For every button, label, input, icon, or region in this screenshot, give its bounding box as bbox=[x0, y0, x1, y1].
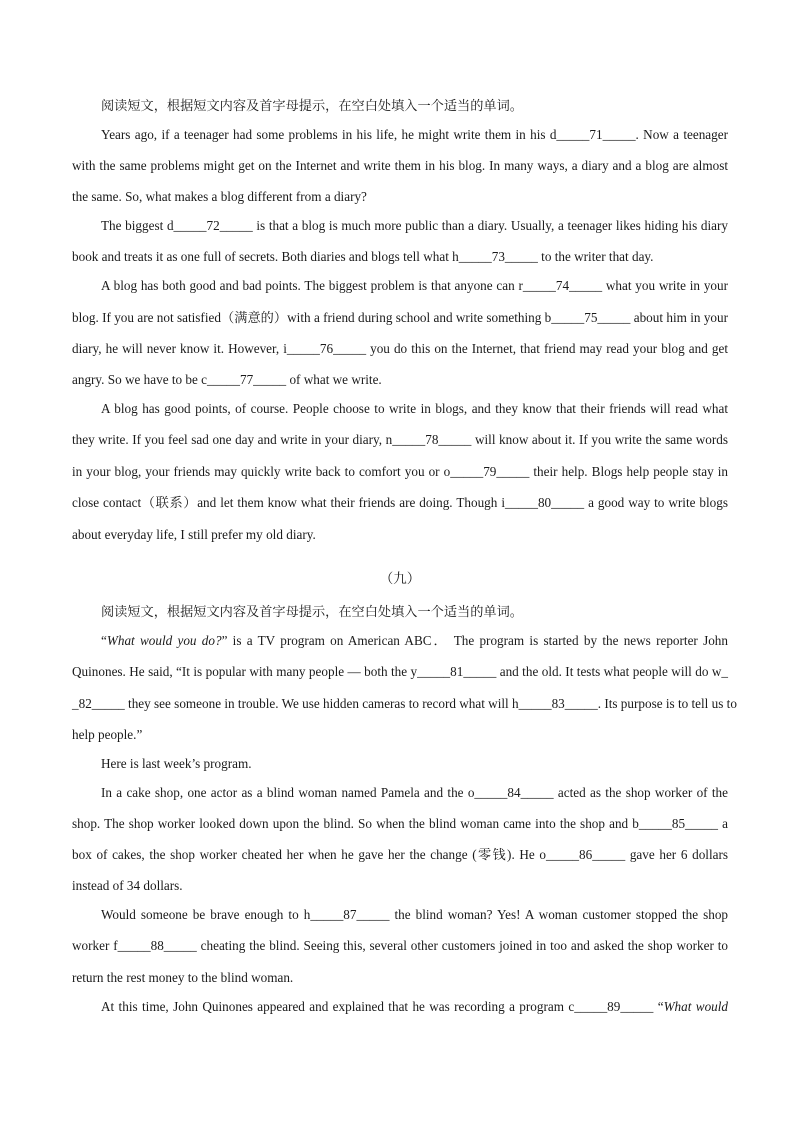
text-line: box of cakes, the shop worker cheated her when he gave her the change (零钱). He o_____86_____ gave her 6 dollars bbox=[72, 847, 728, 862]
text-line: The biggest d_____72_____ is that a blog is much more public than a diary. Usually, a teenager likes hiding his diary bbox=[101, 218, 728, 233]
blank-80[interactable]: _____80_____ bbox=[504, 495, 585, 510]
instruction-text: 阅读短文，根据短文内容及首字母提示，在空白处填入一个适当的单词。 bbox=[101, 604, 523, 619]
section-title: （九） bbox=[379, 571, 421, 586]
blank-77[interactable]: _____77_____ bbox=[207, 372, 287, 387]
blank-83[interactable]: _____83_____ bbox=[518, 696, 598, 711]
text-line: Would someone be brave enough to h_____87_____ the blind woman? Yes! A woman customer stopped the shop bbox=[101, 907, 729, 922]
blank-78[interactable]: _____78_____ bbox=[392, 432, 472, 447]
text-line: return the rest money to the blind woman. bbox=[72, 970, 294, 985]
text-line: In a cake shop, one actor as a blind woman named Pamela and the o_____84_____ acted as the shop worker of the bbox=[101, 785, 728, 800]
blank-74[interactable]: _____74_____ bbox=[522, 278, 603, 293]
text-line: close contact（联系）and let them know what their friends are doing. Though i_____80_____ a good way to write blogs bbox=[72, 495, 728, 510]
text-line: help people.” bbox=[72, 727, 143, 742]
text-line: worker f_____88_____ cheating the blind. Seeing this, several other customers joined in too and asked the shop worker to bbox=[72, 938, 728, 953]
blank-71[interactable]: _____71_____ bbox=[556, 127, 636, 142]
blank-89[interactable]: _____89_____ bbox=[574, 999, 654, 1014]
text-line: instead of 34 dollars. bbox=[72, 878, 183, 893]
blank-72[interactable]: _____72_____ bbox=[173, 218, 253, 233]
blank-79[interactable]: _____79_____ bbox=[450, 464, 530, 479]
blank-75[interactable]: _____75_____ bbox=[551, 310, 631, 325]
text-line: A blog has both good and bad points. The biggest problem is that anyone can r_____74_____ what you write in your bbox=[101, 278, 728, 293]
blank-87[interactable]: _____87_____ bbox=[310, 907, 390, 922]
text-line: Quinones. He said, “It is popular with many people — both the y_____81_____ and the old. It tests what people will do w_ bbox=[72, 664, 728, 679]
text-line: Years ago, if a teenager had some problems in his life, he might write them in his d_____71_____. Now a teenager bbox=[101, 127, 728, 142]
text-line: “What would you do?” is a TV program on American ABC． The program is started by the news reporter John bbox=[101, 633, 728, 648]
blank-73[interactable]: _____73_____ bbox=[458, 249, 538, 264]
blank-76[interactable]: _____76_____ bbox=[286, 341, 367, 356]
text-line: the same. So, what makes a blog different from a diary? bbox=[72, 189, 367, 204]
blank-84[interactable]: _____84_____ bbox=[474, 785, 554, 800]
blank-88[interactable]: _____88_____ bbox=[117, 938, 197, 953]
text-line: angry. So we have to be c_____77_____ of what we write. bbox=[72, 372, 382, 387]
blank-85[interactable]: _____85_____ bbox=[638, 816, 718, 831]
text-line: _82_____ they see someone in trouble. We use hidden cameras to record what will h_____83_____. Its purpose is to tell us to bbox=[72, 696, 737, 711]
text-line: they write. If you feel sad one day and write in your diary, n_____78_____ will know about it. If you write the same words bbox=[72, 432, 728, 447]
text-line: blog. If you are not satisfied（满意的）with a friend during school and write something b_____75_____ about him in your bbox=[72, 310, 728, 325]
text-line: Here is last week’s program. bbox=[101, 756, 252, 771]
instruction-text: 阅读短文，根据短文内容及首字母提示，在空白处填入一个适当的单词。 bbox=[101, 98, 523, 113]
blank-82[interactable]: _82_____ bbox=[72, 696, 125, 711]
text-line: about everyday life, I still prefer my old diary. bbox=[72, 527, 316, 542]
text-line: in your blog, your friends may quickly write back to comfort you or o_____79_____ their help. Blogs help people stay in bbox=[72, 464, 728, 479]
text-line: At this time, John Quinones appeared and explained that he was recording a program c_____89_____ “What would bbox=[101, 999, 729, 1014]
blank-81[interactable]: _____81_____ bbox=[417, 664, 497, 679]
text-line: book and treats it as one full of secrets. Both diaries and blogs tell what h_____73_____ to the writer that day. bbox=[72, 249, 654, 264]
blank-86[interactable]: _____86_____ bbox=[546, 847, 626, 862]
text-line: shop. The shop worker looked down upon the blind. So when the blind woman came into the shop and b_____85_____ a bbox=[72, 816, 728, 831]
text-line: diary, he will never know it. However, i_____76_____ you do this on the Internet, that friend may read your blog and get bbox=[72, 341, 728, 356]
text-line: A blog has good points, of course. People choose to write in blogs, and they know that their friends will read what bbox=[101, 401, 728, 416]
text-line: with the same problems might get on the Internet and write them in his blog. In many ways, a diary and a blog are almost bbox=[72, 158, 728, 173]
